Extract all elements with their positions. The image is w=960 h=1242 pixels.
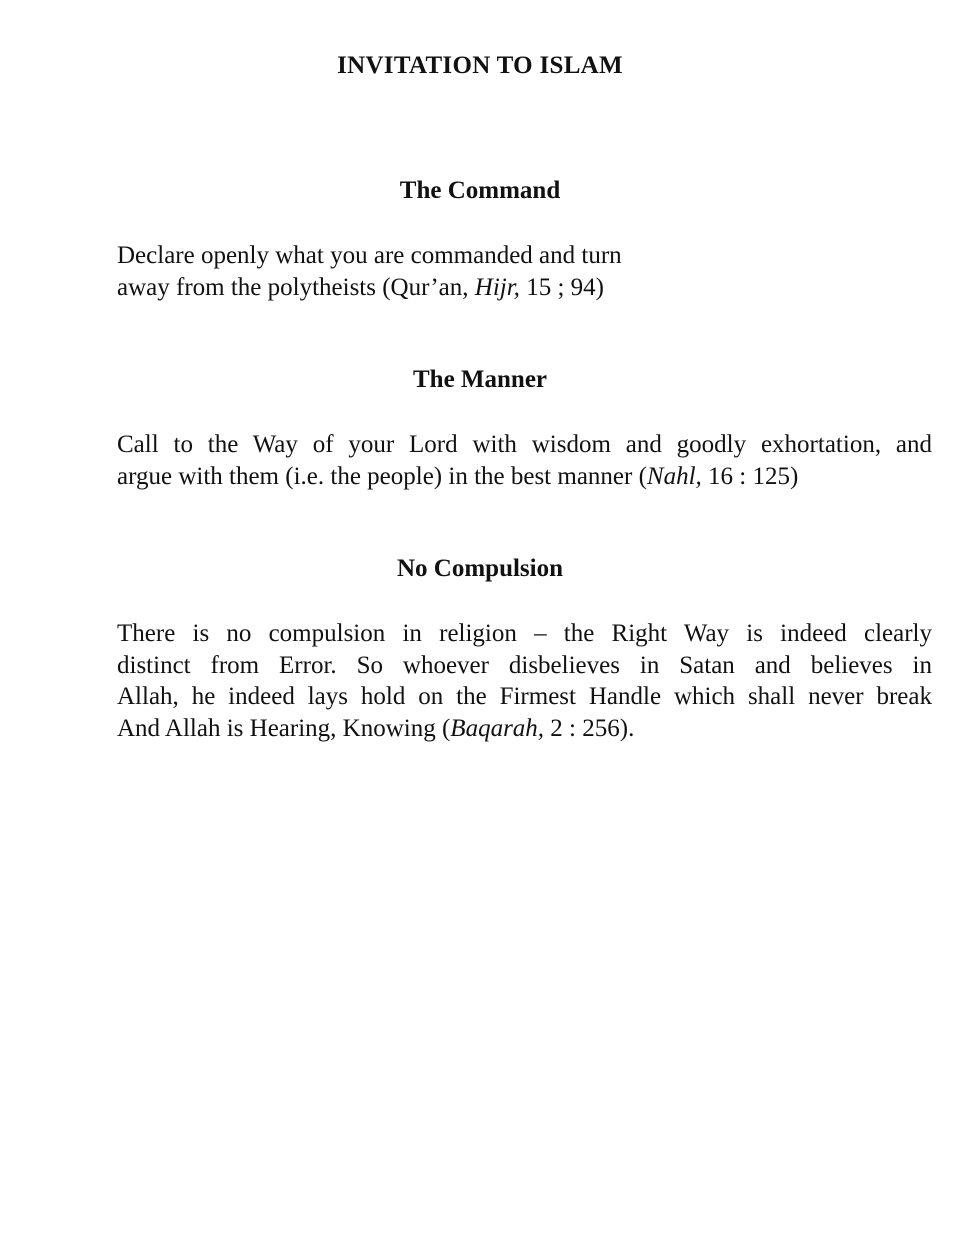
section-paragraph-manner: [117, 429, 932, 492]
paragraph-line: Declare openly what you are commanded and turn: [117, 242, 622, 269]
citation-surah: Hijr,: [474, 273, 520, 301]
paragraph-line: [117, 713, 932, 745]
citation-verse: 15 ; 94): [519, 273, 604, 301]
citation-verse: 2 : 256).: [544, 714, 635, 742]
page-title: INVITATION TO ISLAM: [337, 52, 623, 79]
paragraph-line: [117, 461, 932, 493]
citation-surah: Baqarah,: [450, 714, 545, 742]
citation-verse: 16 : 125): [701, 462, 799, 490]
citation-surah: Nahl,: [646, 462, 702, 490]
paragraph-line: Allah, he indeed lays hold on the Firmest Handle which shall never break: [117, 683, 932, 710]
section-heading-manner: The Manner: [412, 366, 548, 393]
section-heading-command: The Command: [399, 177, 561, 204]
section-heading-no-compulsion: No Compulsion: [396, 555, 563, 582]
paragraph-line: There is no compulsion in religion – the Right Way is indeed clearly: [117, 620, 932, 647]
paragraph-text: argue with them (i.e. the people) in the best manner (: [117, 462, 647, 490]
paragraph-line: [117, 272, 677, 304]
section-paragraph-no-compulsion: [117, 618, 932, 744]
paragraph-text: away from the polytheists (Qur’an,: [117, 273, 475, 301]
paragraph-line: Call to the Way of your Lord with wisdom and goodly exhortation, and: [117, 431, 932, 458]
section-paragraph-command: [117, 240, 677, 303]
paragraph-text: And Allah is Hearing, Knowing (: [117, 714, 451, 742]
paragraph-line: distinct from Error. So whoever disbelieves in Satan and believes in: [117, 651, 932, 679]
